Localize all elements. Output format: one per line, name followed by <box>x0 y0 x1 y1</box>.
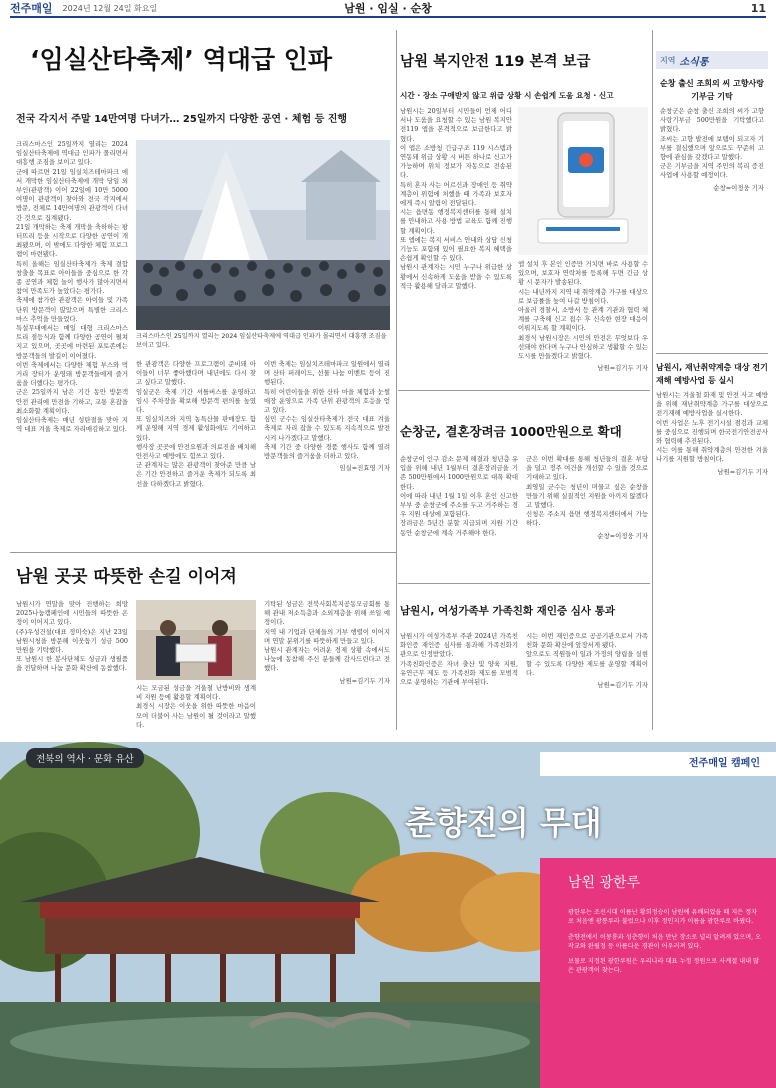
news-sidebar <box>656 51 768 711</box>
banner-text-panel <box>540 858 776 1088</box>
banner-subhead: 남원 광한루 <box>568 875 641 891</box>
paragraph: 또 남원시 한 봉사단체도 성금과 생필품을 전달하며 나눔 문화 확산에 동참했다. <box>16 655 128 673</box>
paragraph: 또 앱에는 복지 서비스 안내와 상담 신청 기능도 포함돼 있어 필요한 복지 혜택을 손쉽게 확인할 수 있다. <box>400 235 512 263</box>
phone-app-illustration <box>518 107 648 255</box>
article-subheadline: 시간 · 장소 구애받지 않고 위급 상황 시 손쉽게 도움 요청 · 신고 <box>400 91 614 100</box>
paragraph: 아울러 경찰서, 소방서 등 관계 기관과 협력 체계를 구축해 신고 접수 후 신속한 현장 대응이 이뤄지도록 할 계획이다. <box>518 306 648 333</box>
paragraph: 최경식 시장은 이웃을 위한 따뜻한 마음이 모여 더불어 사는 남원이 될 것이라고 말했다. <box>136 702 256 729</box>
paragraph: 이번 축제는 임실치즈테마파크 일원에서 열리며 산타 퍼레이드, 선물 나눔 이벤트 등이 진행된다. <box>264 360 390 387</box>
divider <box>396 30 397 730</box>
paragraph: 최영일 군수는 청년이 머물고 싶은 순창을 만들기 위해 실질적인 지원을 아끼지 않겠다고 말했다. <box>526 482 648 510</box>
paragraph: 21일 개막하는 축제 개막을 축하하는 팡 터뜨리 등을 시작으로 다양한 공연이 개최됐으며, 이 밖에도 다양한 체험 프로그램이 마련됐다. <box>16 222 128 259</box>
paragraph: 최경식 남원시장은 시민의 안전은 무엇보다 우선돼야 한다며 누구나 안심하고 생활할 수 있는 도시를 만들겠다고 밝혔다. <box>518 333 648 361</box>
article-column <box>400 632 518 728</box>
byline: 순창=이정웅 기자 <box>713 183 764 192</box>
divider <box>398 390 650 391</box>
paragraph: 이 앱은 소방청 긴급구조 119 시스템과 연동돼 위급 상황 시 버튼 하나로 신고가 가능하며 위치 정보가 자동으로 전송된다. <box>400 143 512 180</box>
byline: 남원=김기두 기자 <box>597 681 648 690</box>
article-column <box>526 455 648 573</box>
paragraph: 군은 이번 확대를 통해 청년들의 결혼 부담을 덜고 정주 여건을 개선할 수 있을 것으로 기대하고 있다. <box>526 455 648 482</box>
banner-headline: 춘향전의 무대 <box>405 804 602 842</box>
article-headline: 순창군, 결혼장려금 1000만원으로 확대 <box>400 424 622 439</box>
divider <box>10 552 396 553</box>
divider <box>398 583 650 584</box>
paragraph: 시는 모금된 성금을 겨울철 난방비와 생계비 지원 등에 활용할 계획이다. <box>136 684 256 702</box>
paragraph: 심민 군수는 임실산타축제가 전국 대표 겨울 축제로 자리 잡을 수 있도록 지속적으로 발전시켜 나가겠다고 말했다. <box>264 415 390 442</box>
paragraph: 한 관광객은 다양한 프로그램이 준비돼 아이들이 너무 좋아했다며 내년에도 다시 찾고 싶다고 말했다. <box>136 360 256 387</box>
paragraph: 특히 어린이들을 위한 산타 마을 체험과 눈썰매장 운영으로 가족 단위 관광객의 호응을 얻고 있다. <box>264 387 390 415</box>
paragraph: 축제에 참가한 관광객은 아이들 및 가족 단위 방문객이 많았으며 특별한 크리스마스 추억을 만들었다. <box>16 296 128 323</box>
paragraph: 특설무대에서는 매일 대형 크리스마스 트리 점등식과 함께 다양한 공연이 펼쳐지고 있으며, 곳곳에 마련된 포토존에는 방문객들의 발길이 이어졌다. <box>16 324 128 360</box>
paragraph: 순창군이 인구 감소 문제 해결과 청년층 유입을 위해 내년 1월부터 결혼장려금을 기존 500만원에서 1000만원으로 대폭 확대한다. <box>400 455 518 491</box>
byline: 남원=김기두 기자 <box>339 676 390 685</box>
series-tag: 전북의 역사 · 문화 유산 <box>26 748 144 768</box>
paragraph: 군에 따르면 21일 임실치즈테마파크 에서 개막한 임실산타축제에 개막 당일 외부인(관광객) 이어 22일에 10만 5000여명이 관광객이 찾아와 전국 각지에서 방문, 전체로 14만여명의 관광객이 다녀간 것으로 집계됐다. <box>16 167 128 222</box>
campaign-banner <box>0 742 776 1088</box>
paragraph: 순창군은 순창 출신 조희의 씨가 고향사랑기부금 500만원을 기탁했다고 밝혔다. <box>660 107 764 134</box>
article-headline: 남원 복지안전 119 본격 보급 <box>400 54 591 70</box>
article-column <box>518 260 648 384</box>
byline: 임실=진효영 기자 <box>339 464 390 473</box>
article-column <box>400 107 512 382</box>
campaign-tag: 전주매일 캠페인 <box>540 752 776 776</box>
paragraph: 군 관계자는 많은 관광객이 찾아준 만큼 남은 기간 안전하고 즐거운 축제가 되도록 최선을 다하겠다고 밝혔다. <box>136 461 256 488</box>
divider <box>656 353 768 354</box>
paragraph: 또 임실치즈와 지역 농특산물 판매장도 함께 운영해 지역 경제 활성화에도 기여하고 있다. <box>136 415 256 442</box>
paragraph: 조씨는 고향 발전에 보탬이 되고자 기부를 결심했으며 앞으로도 꾸준히 고향에 관심을 갖겠다고 말했다. <box>660 134 764 162</box>
article-column <box>264 360 390 545</box>
article-column <box>16 140 128 540</box>
article-column <box>136 684 256 729</box>
sidebar-tag-small: 지역 <box>660 55 676 65</box>
section-title: 남원 · 임실 · 순창 <box>344 2 432 15</box>
paragraph: 행사장 곳곳에 안전요원과 의료진을 배치해 안전사고 예방에도 힘쓰고 있다. <box>136 442 256 461</box>
article-headline: 남원시, 여성가족부 가족친화 재인증 심사 통과 <box>400 605 615 617</box>
sidebar-tag-title: 소식통 <box>679 56 709 68</box>
paragraph: 군은 기부금을 지역 주민의 복리 증진 사업에 사용할 예정이다. <box>660 162 764 180</box>
paragraph: 이번 축제에서는 다양한 체험 부스와 먹거리 장터가 운영돼 방문객들에게 즐거움을 더했다는 평가다. <box>16 360 128 388</box>
sidebar-tag <box>656 51 768 69</box>
article-column <box>136 360 256 540</box>
article-subheadline: 전국 각지서 주말 14만여명 다녀가… 25일까지 다양한 공연 · 체험 등 진행 <box>16 114 348 125</box>
paragraph: 광한루는 조선시대 이름난 황희정승이 남원에 유배되었을 때 지은 정자로 처음엔 광통루라 불렀으나 이후 정인지가 이름을 광한루로 바꿨다. <box>568 909 758 926</box>
photo-caption: 크리스마스인 25일까지 열리는 2024 임실산타축제에 역대급 인파가 몰리면서 대흥행 조짐을 보이고 있다. <box>136 333 387 349</box>
paragraph: (주)우성건설(대표 정미숙)은 지난 23일 남원시청을 방문해 이웃돕기 성금 500만원을 기탁했다. <box>16 627 128 655</box>
page-number: 11 <box>750 1 766 15</box>
sidebar-headline: 남원시, 재난취약계층 대상 전기재해 예방사업 등 실시 <box>656 363 768 385</box>
article-column <box>16 600 128 720</box>
festival-photo <box>136 140 390 330</box>
paragraph: 시는 읍면동 행정복지센터를 통해 설치를 안내하고 사용 방법 교육도 함께 진행할 계획이다. <box>400 208 512 235</box>
paragraph: 지역 내 기업과 단체들의 기부 행렬이 이어지며 연말 분위기를 따뜻하게 만들고 있다. <box>264 627 390 645</box>
article-headline: ‘임실산타축제’ 역대급 인파 <box>30 45 333 74</box>
paragraph: 춘향전에서 이몽룡과 성춘향이 처음 만난 장소로 널리 알려져 있으며, 오작교와 완월정 등 아름다운 경관이 어우러져 있다. <box>568 933 762 950</box>
paragraph: 보물로 지정된 광한루원은 우리나라 대표 누정 정원으로 사계절 내내 많은 관광객이 찾는다. <box>568 958 760 975</box>
paragraph: 크리스마스인 25일까지 열리는 2024 임실산타축제에 역대급 인파가 몰리면서 대흥행 조짐을 보이고 있다. <box>16 140 128 167</box>
issue-date: 2024년 12월 24일 화요일 <box>62 3 158 13</box>
paragraph: 앱 설치 후 본인 인증만 거치면 바로 사용할 수 있으며, 보호자 연락처를 등록해 두면 긴급 상황 시 문자가 발송된다. <box>518 260 648 287</box>
paragraph: 축제 기간 중 다양한 경품 행사도 함께 열려 방문객들의 즐거움을 더하고 있다. <box>264 442 390 461</box>
paragraph: 신청은 주소지 읍면 행정복지센터에서 가능하다. <box>526 510 648 528</box>
paragraph: 기탁된 성금은 전북사회복지공동모금회를 통해 관내 저소득층과 소외계층을 위해 쓰일 예정이다. <box>264 600 390 627</box>
byline: 남원=김기두 기자 <box>597 364 648 373</box>
byline: 남원=김기두 기자 <box>717 467 768 476</box>
paragraph: 군은 25일까지 남은 기간 동안 방문객 안전 관리에 만전을 기하고, 교통 혼잡을 최소화할 계획이다. <box>16 388 128 415</box>
paragraph: 남원시 관계자는 시민 누구나 위급한 상황에서 신속하게 도움을 받을 수 있도록 적극 활용해 달라고 말했다. <box>400 263 512 290</box>
paragraph: 남원시가 연말을 맞아 진행하는 희망2025나눔캠페인에 시민들의 따뜻한 온정이 이어지고 있다. <box>16 600 128 627</box>
paragraph: 남원시는 겨울철 화재 및 안전 사고 예방을 위해 재난취약계층 가구를 대상으로 전기재해 예방사업을 실시한다. <box>656 391 768 418</box>
paragraph: 임실산타축제는 매년 성탄절을 맞아 지역 대표 겨울 축제로 자리매김하고 있다. <box>16 416 128 434</box>
paragraph: 가족친화인증은 자녀 출산 및 양육 지원, 유연근무 제도 등 가족친화 제도를 모범적으로 운영하는 기관에 부여된다. <box>400 659 518 687</box>
paragraph: 남원시는 20일부터 시민들이 언제 어디서나 도움을 요청할 수 있는 남원 복지안전119 앱을 본격적으로 보급한다고 밝혔다. <box>400 107 512 143</box>
paragraph: 앞으로도 직원들이 일과 가정의 양립을 실현할 수 있도록 다양한 제도를 운영할 계획이다. <box>526 650 648 677</box>
paragraph: 장려금은 5년간 분할 지급되며 지원 기간 동안 순창군에 계속 거주해야 한다. <box>400 519 518 537</box>
page-header <box>10 0 766 18</box>
paragraph: 시는 이번 재인증으로 공공기관으로서 가족친화 문화 확산에 앞장서게 됐다. <box>526 632 648 650</box>
divider <box>652 30 653 730</box>
byline: 순창=이정웅 기자 <box>597 531 648 540</box>
paragraph: 임실군은 축제 기간 셔틀버스를 운영하고 임시 주차장을 확보해 방문객 편의를 높였다. <box>136 387 256 415</box>
sidebar-column <box>656 391 768 709</box>
donation-photo <box>136 600 256 680</box>
banner-description <box>568 908 762 1080</box>
article-column <box>400 455 518 573</box>
paragraph: 특히 올해는 임실산타축제가 축제 결합 창출을 목표로 아이들을 중심으로 한 각종 공연과 체험 놀이 행사가 많아지면서 참여 만족도가 높았다는 평가다. <box>16 259 128 296</box>
masthead-logo: 전주매일 <box>10 2 53 15</box>
article-column <box>264 600 390 726</box>
paragraph: 시는 이를 통해 취약계층의 안전한 겨울나기를 지원할 방침이다. <box>656 446 768 464</box>
paragraph: 특히 혼자 사는 어르신과 장애인 등 취약계층이 위험에 처했을 때 가족과 보호자에게 즉시 알림이 전달된다. <box>400 180 512 208</box>
article-headline: 남원 곳곳 따뜻한 손길 이어져 <box>16 567 237 587</box>
paragraph: 시는 내년까지 지역 내 취약계층 가구를 대상으로 보급률을 높여 나갈 방침이다. <box>518 287 648 305</box>
paragraph: 이에 따라 내년 1월 1일 이후 혼인 신고한 부부 중 순창군에 주소를 두고 거주하는 경우 지원 대상에 포함된다. <box>400 491 518 519</box>
sidebar-headline: 순창 출신 조희의 씨 고향사랑기부금 기탁 <box>660 79 764 101</box>
paragraph: 남원시가 여성가족부 주관 2024년 가족친화인증 재인증 심사를 통과해 가족친화기관으로 인정받았다. <box>400 632 518 659</box>
sidebar-column <box>660 107 764 347</box>
paragraph: 남원시 관계자는 어려운 경제 상황 속에서도 나눔에 동참해 주신 분들께 감사드린다고 전했다. <box>264 646 390 673</box>
article-column <box>526 632 648 728</box>
paragraph: 이번 사업은 노후 전기시설 점검과 교체를 중심으로 진행되며 한국전기안전공사와 협력해 추진된다. <box>656 418 768 446</box>
